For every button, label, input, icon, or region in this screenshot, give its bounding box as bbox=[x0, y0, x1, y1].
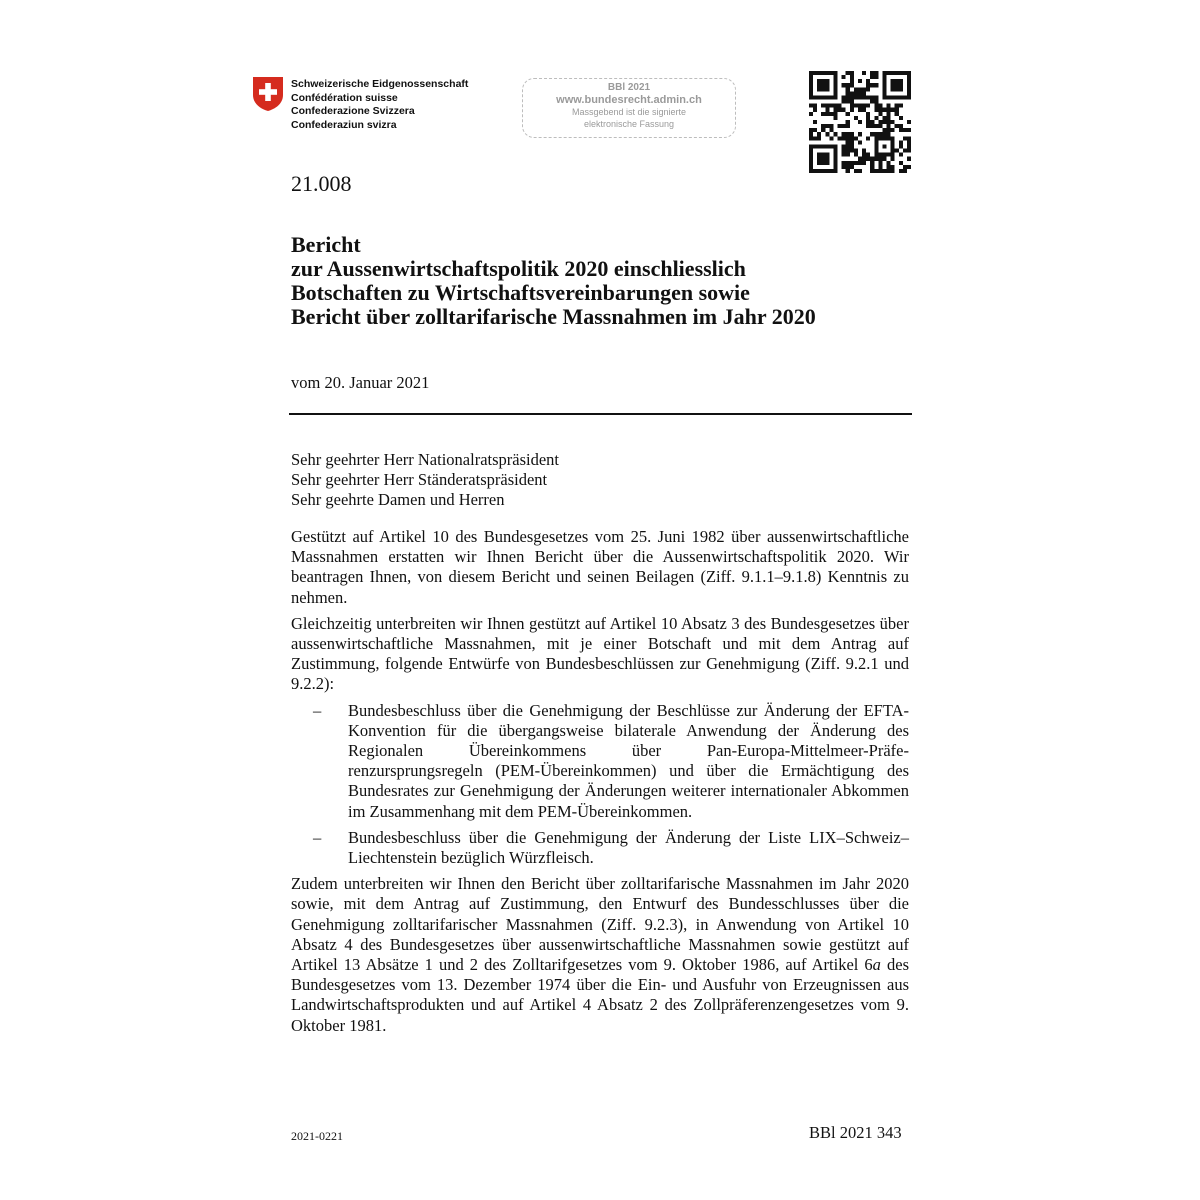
salutation bbox=[291, 450, 559, 510]
title-line: zur Aussenwirtschaftspolitik 2020 einschliesslich bbox=[291, 256, 746, 281]
body-paragraph-3-part1: Zudem unterbreiten wir Ihnen den Bericht über zolltarifarische Massnahmen im Jahr 2020 sowie, mit dem Antrag auf Zustimmung, den Entwurf des Bundesschlusses über die Genehmigung zolltarifarischer Massnahmen (Ziff. 9.2.3), in Anwendung von Artikel 10 Absatz 4 des Bundesgesetzes über aussenwirtschaftliche Massnahmen sowie gestützt auf Artikel 13 Absätze 1 und 2 des Zolltarifgesetzes vom 9. Oktober 1986, auf Artikel 6 bbox=[291, 874, 909, 975]
body-paragraph-3-part2: des Bundesgesetzes vom 13. Dezember 1974 über die Ein- und Ausfuhr von Erzeugnissen aus Landwirtschaftsprodukten und auf Artikel 4 Absatz 2 des Zollpräferenzengesetzes vom 9. Oktober 1981. bbox=[291, 955, 909, 1035]
qr-code bbox=[809, 71, 911, 173]
title-line: Bericht über zolltarifarische Massnahmen im Jahr 2020 bbox=[291, 304, 816, 329]
title-divider bbox=[289, 413, 912, 415]
stamp-note-line2: elektronische Fassung bbox=[583, 119, 675, 129]
title-line: Bericht bbox=[291, 232, 361, 257]
swiss-coat-of-arms-logo bbox=[251, 76, 285, 112]
confederation-line-rm: Confederaziun svizra bbox=[291, 118, 397, 131]
body-paragraph-2: Gleichzeitig unterbreiten wir Ihnen gestützt auf Artikel 10 Absatz 3 des Bundesgesetzes über aussenwirtschaftliche Massnahmen, mit je einer Botschaft und mit dem Antrag auf Zustimmung, folgende Entwürfe von Bundesbeschlüssen zur Genehmigung (Ziff. 9.2.1 und 9.2.2): bbox=[291, 613, 909, 694]
confederation-name-block bbox=[291, 78, 468, 132]
confederation-line-de: Schweizerische Eidgenossenschaft bbox=[291, 78, 469, 90]
confederation-line-fr: Confédération suisse bbox=[291, 91, 398, 104]
list-item bbox=[291, 828, 909, 868]
body-paragraph-3-italic: a bbox=[872, 955, 881, 975]
document-title bbox=[291, 233, 911, 329]
salutation-line: Sehr geehrter Herr Ständeratspräsident bbox=[291, 470, 548, 489]
body-paragraph-1: Gestützt auf Artikel 10 des Bundesgesetzes vom 25. Juni 1982 über aussenwirtschaftliche Massnahmen erstatten wir Ihnen Bericht über die Aussenwirtschaftspolitik 2020. Wir beantragen Ihnen, von diesem Bericht und seinen Beilagen (Ziff. 9.1.1–9.1.8) Kenntnis zu nehmen. bbox=[291, 527, 909, 607]
document-body bbox=[291, 527, 909, 1042]
confederation-line-it: Confederazione Svizzera bbox=[291, 105, 415, 117]
list-dash: – bbox=[313, 700, 322, 720]
list-item bbox=[291, 701, 909, 822]
document-number: 21.008 bbox=[291, 171, 352, 196]
list-item-text: Bundesbeschluss über die Genehmigung der Änderung der Liste LIX–Schweiz–Liechtenstein bezüglich Würzfleisch. bbox=[348, 827, 909, 868]
stamp-url: www.bundesrecht.admin.ch bbox=[556, 94, 702, 106]
list-dash: – bbox=[313, 827, 322, 847]
document-date: vom 20. Januar 2021 bbox=[291, 373, 430, 392]
official-publication-stamp bbox=[522, 78, 736, 138]
footer-page-reference: BBl 2021 343 bbox=[809, 1123, 902, 1142]
list-item-text: Bundesbeschluss über die Genehmigung der Beschlüsse zur Änderung der EFTA-Konvention für die übergangsweise bilaterale Anwendung der Änderung des Regionalen Übereinkommens über Pan-Europa-Mittelmeer-Präferenzursprungsregeln (PEM-Übereinkommen) und über die Ermächtigung des Bundesrates zur Genehmigung der Änderungen weiterer internationaler Abkommen im Zusammenhang mit dem PEM-Übereinkommen. bbox=[348, 700, 909, 821]
stamp-note-line1: Massgebend ist die signierte bbox=[571, 107, 687, 117]
body-paragraph-3 bbox=[291, 874, 909, 1036]
title-line: Botschaften zu Wirtschaftsvereinbarungen sowie bbox=[291, 280, 750, 305]
salutation-line: Sehr geehrter Herr Nationalratspräsident bbox=[291, 450, 560, 469]
stamp-publication: BBl 2021 bbox=[607, 82, 651, 93]
salutation-line: Sehr geehrte Damen und Herren bbox=[291, 490, 505, 509]
footer-document-id: 2021-0221 bbox=[291, 1129, 343, 1143]
